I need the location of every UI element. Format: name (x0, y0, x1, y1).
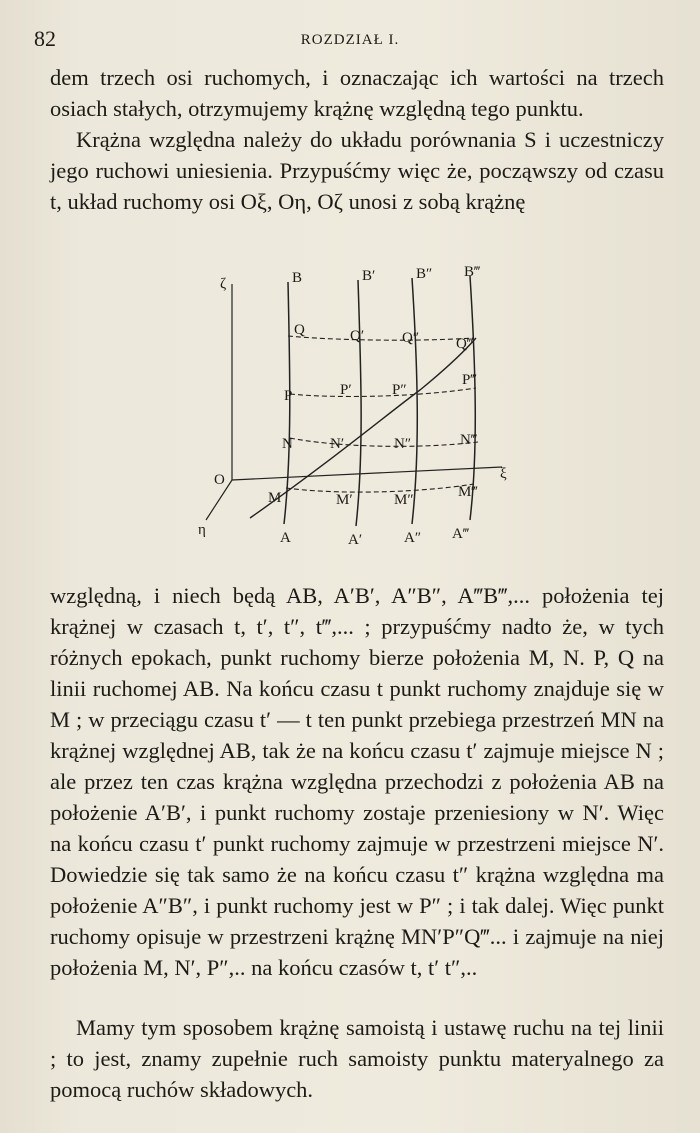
label-M1: M′ (336, 492, 353, 508)
label-A3: A‴ (452, 526, 470, 542)
label-B3: B‴ (464, 264, 481, 280)
label-eta: η (198, 522, 206, 538)
dash-line-P (290, 388, 476, 396)
label-Q1: Q′ (350, 328, 365, 344)
label-M: M (268, 490, 282, 506)
figure-drawing (180, 262, 520, 562)
absolute-trajectory (250, 338, 476, 518)
curve-A2B2 (412, 278, 417, 524)
running-head: ROZDZIAŁ I. (300, 32, 400, 48)
label-zeta: ζ (220, 276, 227, 292)
label-Q2: Q″ (402, 330, 420, 346)
text-block-bottom (50, 1012, 664, 1105)
dash-line-Q (288, 336, 474, 340)
label-P3: P‴ (462, 372, 477, 388)
label-origin: O (214, 472, 225, 488)
label-N3: N‴ (460, 432, 478, 448)
paragraph-conclusion: Mamy tym sposobem krążnę samoistą i ustawę ruchu na tej linii ; to jest, znamy zupełnie ruch samoisty punktu materyalnego za pomocą ruchów składowych. (50, 1015, 664, 1102)
label-M3: M‴ (458, 484, 478, 500)
label-B2: B″ (416, 266, 433, 282)
label-Q: Q (294, 322, 305, 338)
label-P1: P′ (340, 382, 352, 398)
page-number: 82 (34, 26, 56, 51)
label-B: B (292, 270, 303, 286)
text-block-main (50, 580, 664, 983)
label-P2: P″ (392, 382, 407, 398)
label-M2: M″ (394, 492, 414, 508)
label-A2: A″ (404, 530, 422, 546)
text-block-top (50, 62, 664, 217)
dash-line-N (290, 438, 478, 446)
paragraph-continuation: dem trzech osi ruchomych, i oznaczając ich wartości na trzech osiach stałych, otrzymujemy krążnę względną tego punktu. (50, 65, 664, 121)
label-N2: N″ (394, 436, 412, 452)
label-B1: B′ (362, 268, 376, 284)
xi-axis (232, 467, 502, 480)
label-N: N (282, 436, 293, 452)
page-header (34, 26, 666, 56)
dash-line-M (286, 484, 474, 492)
label-Q3: Q‴ (456, 336, 474, 352)
label-N1: N′ (330, 436, 345, 452)
label-xi: ξ (500, 466, 507, 482)
label-A: A (280, 530, 291, 546)
kinematics-figure (180, 262, 520, 562)
curve-A1B1 (356, 280, 361, 526)
label-P: P (284, 388, 293, 404)
label-A1: A′ (348, 532, 363, 548)
paragraph-positions: względną, i niech będą AB, A′B′, A″B″, A‴B‴,... położenia tej krążnej w czasach t, t′, t″, t‴,... ; przypuśćmy nadto że, w tych różnych epokach, punkt ruchomy bierze położenia M, N. P, Q na linii ruchomej AB. Na końcu czasu t punkt ruchomy znajduje się w M ; w przeciągu czasu t′ — t ten punkt przebiega przestrzeń MN na krążnej względnej AB, tak że na końcu czasu t′ zajmuje miejsce N ; ale przez ten czas krążna względna przechodzi z położenia AB na położenie A′B′, i punkt ruchomy zostaje przeniesiony w N′. Więc na końcu czasu t′ punkt ruchomy zajmuje w przestrzeni miejsce N′. Dowiedzie się tak samo że na końcu czasu t″ krążna względna ma położenie A″B″, i punkt ruchomy jest w P″ ; i tak dalej. Więc punkt ruchomy opisuje w przestrzeni krążnę MN′P″Q‴... i zajmuje na niej położenia M, N′, P″,.. na końcu czasów t, t′ t″,.. (50, 583, 664, 980)
paragraph-relative-curve: Krążna względna należy do układu porównania S i uczestniczy jego ruchowi uniesienia. Przypuśćmy więc że, począwszy od czasu t, układ ruchomy osi Oξ, Oη, Oζ unosi z sobą krążnę (50, 127, 664, 214)
